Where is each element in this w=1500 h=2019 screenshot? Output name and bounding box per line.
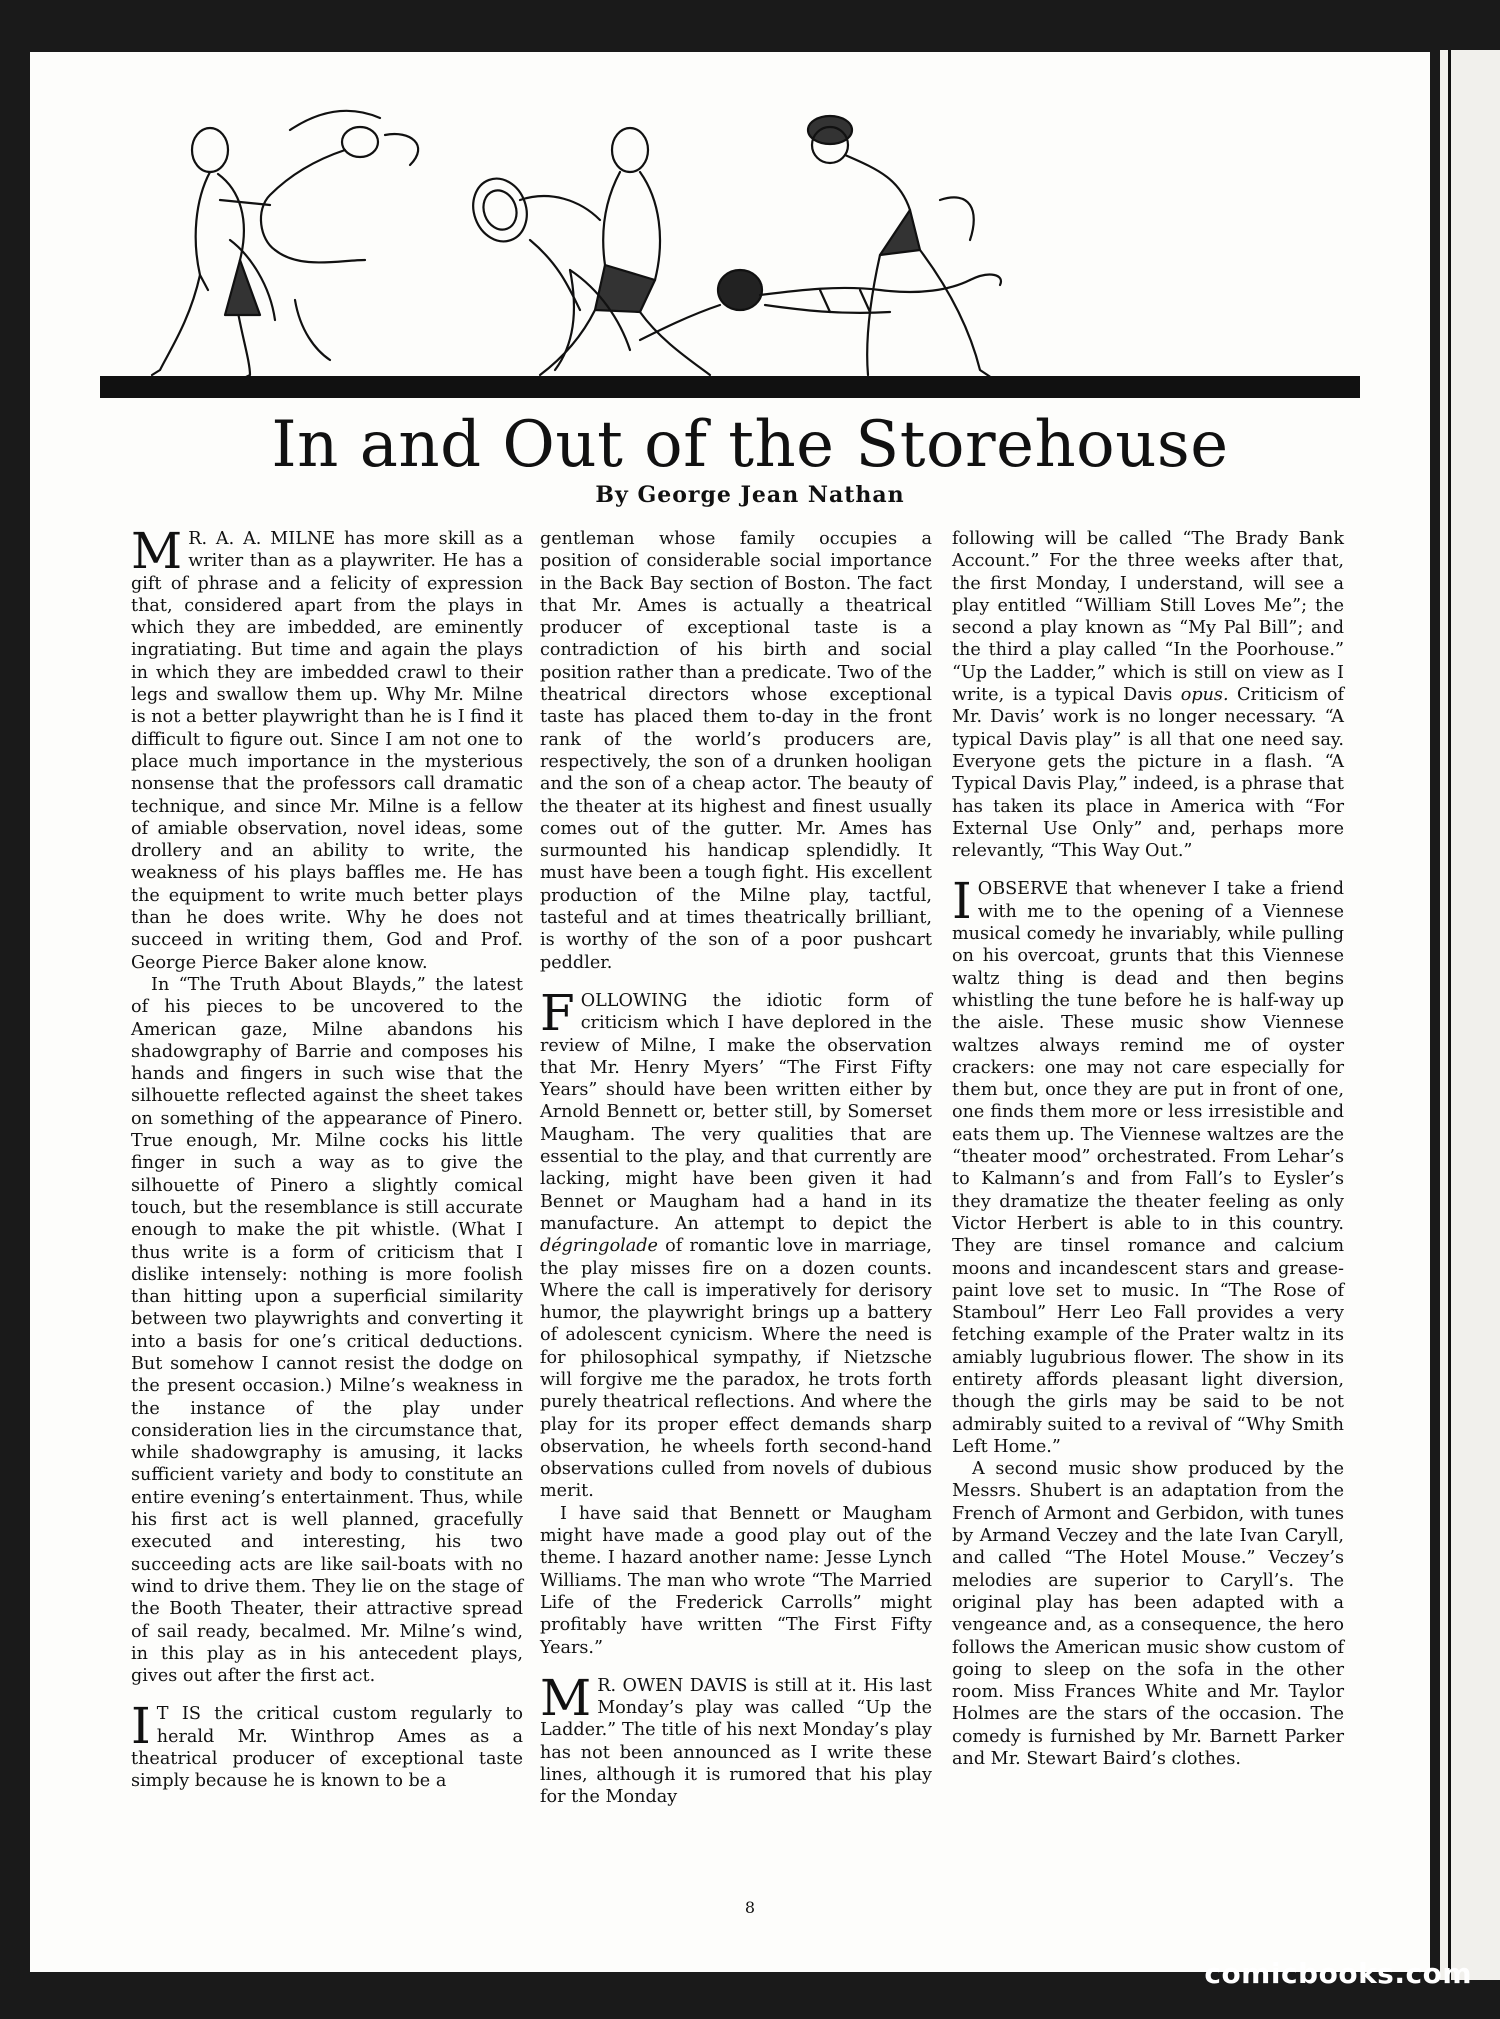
watermark: comicbooks.com: [1204, 1957, 1472, 1990]
paragraph: In “The Truth About Blayds,” the latest of his pieces to be uncovered to the American gaze, Milne abandons his shadowgraphy of Barrie and composes his hands and fingers in such wise that the silhouette reflected against the sheet takes on something of the appearance of Pinero. True enough, Mr. Milne cocks his little finger in such a way as to give the silhouette of Pinero a slightly comical touch, but the resemblance is still accurate enough to make the pit whistle. (What I thus write is a form of criticism that I dislike intensely: nothing is more foolish than hitting upon a superficial similarity between two playwrights and converting it into a basis for one’s critical deductions. But somehow I cannot resist the dodge on the present occasion.) Milne’s weakness in the instance of the play under consideration lies in the circumstance that, while shadowgraphy is amusing, it lacks sufficient variety and body to constitute an entire evening’s entertainment. Thus, while his first act is well planned, gracefully executed and interesting, his two succeeding acts are like sail-boats with no wind to drive them. They lie on the stage of the Booth Theater, their attractive spread of sail ready, becalmed. Mr. Milne’s wind, in this play as in his antecedent plays, gives out after the first act.: [131, 974, 523, 1687]
paragraph: A second music show produced by the Messrs. Shubert is an adaptation from the French of Armont and Gerbidon, with tunes by Armand Veczey and the late Ivan Caryll, and called “The Hotel Mouse.” Veczey’s melodies are superior to Caryll’s. The original play has been adapted with a vengeance and, as a consequence, the hero follows the American music show custom of going to sleep on the sofa in the other room. Miss Frances White and Mr. Taylor Holmes are the stars of the occasion. The comedy is furnished by Mr. Barnett Parker and Mr. Stewart Baird’s clothes.: [952, 1459, 1344, 1770]
article-title: In and Out of the Storehouse: [271, 408, 1229, 482]
drop-cap: I: [952, 872, 972, 931]
column-2: [540, 528, 932, 1809]
dancer-pair-right: [640, 116, 1001, 380]
byline-author: George Jean Nathan: [637, 482, 905, 508]
paragraph: following will be called “The Brady Bank Account.” For the three weeks after that, the first Monday, I understand, will see a play entitled “William Still Loves Me”; the second a play known as “My Pal Bill”; and the third a play called “In the Poorhouse.” “Up the Ladder,” which is still on view as I write, is a typical Davis opus. Criticism of Mr. Davis’ work is no longer necessary. “A typical Davis play” is all that one need say. Everyone gets the picture in a flash. “A Typical Davis Play,” indeed, is a phrase that has taken its place in America with “For External Use Only” and, perhaps more relevantly, “This Way Out.”: [952, 529, 1345, 862]
column-3: [952, 528, 1344, 1770]
drop-cap: M: [540, 1668, 592, 1727]
banner-bar: [100, 376, 1360, 398]
paragraph: IOBSERVE that whenever I take a friend with me to the opening of a Viennese musical comedy he invariably, while pulling on his overcoat, grunts that this Viennese waltz thing is dead and then begins whistling the tune before he is half-way up the aisle. These music show Viennese waltzes always remind me of oyster crackers: one may not care especially for them but, once they are put in front of one, one finds them more or less irresistible and eats them up. The Viennese waltzes are the “theater mood” orchestrated. From Lehar’s to Kalmann’s and from Fall’s to Eysler’s they dramatize the theater feeling as only Victor Herbert is able to in this country. They are tinsel romance and calcium moons and incandescent stars and grease-paint love set to music. In “The Rose of Stamboul” Herr Leo Fall provides a very fetching example of the Prater waltz in its amiably lugubrious flower. The show in its entirety affords pleasant light diversion, though the girls may be said to be not admirably suited to a revival of “Why Smith Left Home.”: [952, 872, 1344, 1457]
drop-cap: M: [131, 522, 183, 580]
paragraph: FOLLOWING the idiotic form of criticism which I have deplored in the review of Milne, I make the observation that Mr. Henry Myers’ “The First Fifty Years” should have been written either by Arnold Bennett or, better still, by Somerset Maugham. The very qualities that are essential to the play, and that currently are lacking, might have been given it had Bennet or Maugham had a hand in its manufacture. An attempt to depict the dégringolade of romantic love in marriage, the play misses fire on a dozen counts. Where the call is imperatively for derisory humor, the playwright brings up a battery of adolescent cynicism. Where the need is for philosophical sympathy, if Nietzsche will forgive me the paradox, he trots forth purely theatrical reflections. And where the play for its proper effect demands sharp observation, he wheels forth second-hand observations culled from novels of dubious merit.: [540, 983, 933, 1502]
facing-page-edge: [1440, 50, 1500, 1980]
dancing-couples-illustration: [100, 90, 1360, 410]
paragraph: I T IS the critical custom regularly to herald Mr. Winthrop Ames as a theatrical producer of exceptional taste simply because he is known to be a: [131, 1697, 523, 1792]
paragraph: M R. OWEN DAVIS is still at it. His last Monday’s play was called “Up the Ladder.” The title of his next Monday’s play has not been announced as I write these lines, although it is rumored that his play for the Monday: [540, 1668, 932, 1808]
paragraph: M R. A. A. MILNE has more skill as a writer than as a playwriter. He has a gift of phrase and a felicity of expression that, considered apart from the plays in which they are imbedded, are eminently ingratiating. But time and again the plays in which they are imbedded crawl to their legs and swallow them up. Why Mr. Milne is not a better playwright than he is I find it difficult to figure out. Since I am not one to place much importance in the mysterious nonsense that the professors call dramatic technique, and since Mr. Milne is a fellow of amiable observation, novel ideas, some drollery and an ability to write, the weakness of his plays baffles me. He has the equipment to write much better plays than he does write. Why he does not succeed in writing them, God and Prof. George Pierce Baker alone know.: [131, 522, 523, 973]
dancer-pair-left: [152, 111, 418, 380]
paragraph: gentleman whose family occupies a position of considerable social importance in the Back Bay section of Boston. The fact that Mr. Ames is actually a theatrical producer of exceptional taste is a contradiction of his birth and social position rather than a predicate. Two of the theatrical directors whose exceptional taste has placed them to-day in the front rank of the world’s producers are, respectively, the son of a drunken hooligan and the son of a cheap actor. The beauty of the theater at its highest and finest usually comes out of the gutter. Mr. Ames has surmounted his handicap splendidly. It must have been a tough fight. His excellent production of the Milne play, tactful, tasteful and at times theatrically brilliant, is worthy of the son of a poor pushcart peddler.: [540, 529, 932, 973]
article-byline: [0, 482, 1500, 508]
byline-prefix: By: [595, 482, 629, 508]
page-number: 8: [744, 1898, 756, 1917]
drop-cap: F: [540, 983, 575, 1042]
paragraph: I have said that Bennett or Maugham might have made a good play out of the theme. I hazard another name: Jesse Lynch Williams. The man who wrote “The Married Life of the Frederick Carrolls” might profitably have written “The First Fifty Years.”: [540, 1503, 932, 1658]
column-1: [131, 522, 523, 1793]
dancer-pair-center: [465, 128, 710, 375]
drop-cap: I: [131, 1697, 151, 1756]
